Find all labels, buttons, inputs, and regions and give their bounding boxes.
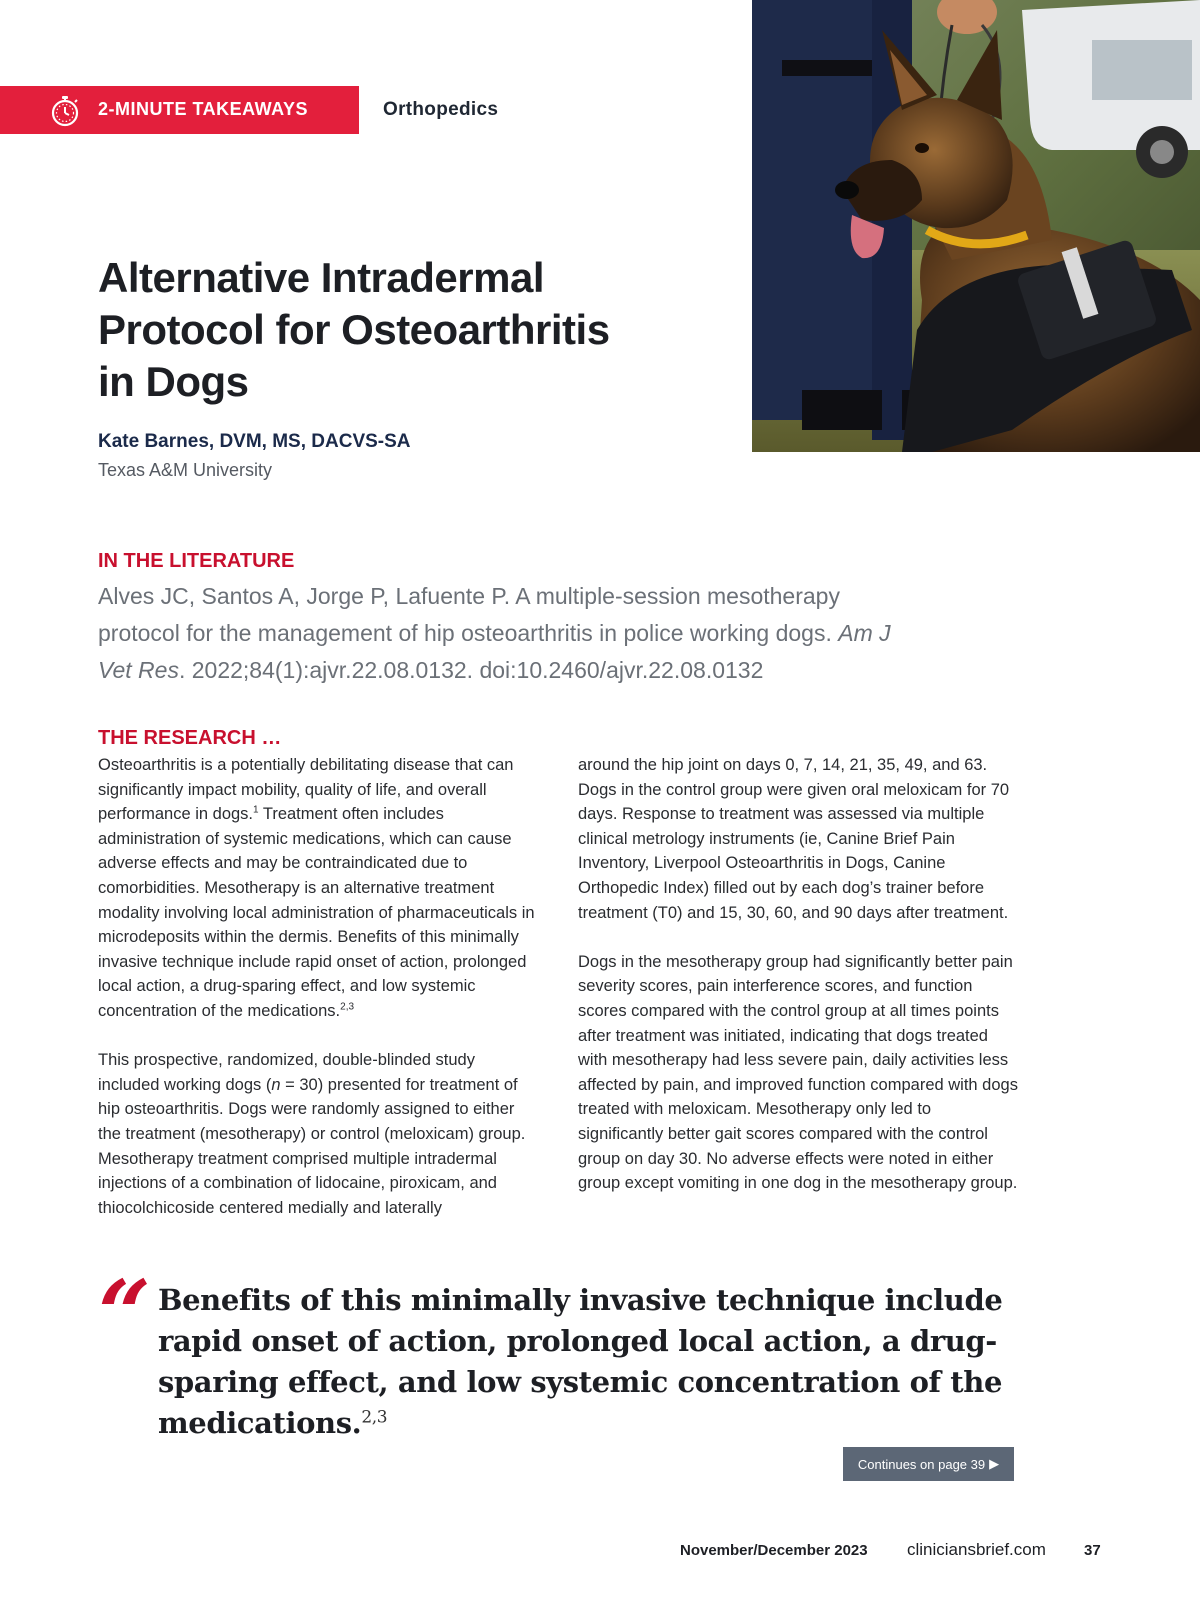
pull-quote-reference: 2,3 — [361, 1407, 388, 1428]
site-link[interactable]: cliniciansbrief.com — [907, 1540, 1046, 1559]
author-name: Kate Barnes, DVM, MS, DACVS-SA — [98, 431, 411, 452]
police-dog-photo — [752, 0, 1200, 452]
paragraph-text: Treatment often includes administration of systemic medications, which can cause adverse effects and may be contraindicated due to comorbidities. Mesotherapy is an alternative treatment modality involving local administration of pharmaceuticals in microdeposits within the dermis. Benefits of this minimally invasive technique include rapid onset of action, prolonged local action, a drug-sparing effect, and low systemic concentration of the medications. — [98, 805, 535, 1020]
page-number: 37 — [1084, 1542, 1101, 1559]
research-paragraph: Dogs in the mesotherapy group had significantly better pain severity scores, pain interference scores, and function scores compared with the control group at all times points after treatment was initiated, indicating that dogs treated with mesotherapy had less severe pain, daily activities less affected by pain, and improved function compared with dogs treated with meloxicam. Mesotherapy only led to significantly better gait scores compared with the control group on day 30. No adverse effects were noted in either group except vomiting in one dog in the mesotherapy group. — [578, 952, 1018, 1193]
pull-quote — [158, 1280, 1038, 1444]
citation-lead: Alves JC, Santos A, Jorge P, Lafuente P. A multiple-session mesotherapy protocol for the management of hip osteoarthritis in police working dogs. — [98, 583, 840, 646]
research-column-right — [578, 753, 1018, 1220]
reference-superscript: 1 — [253, 804, 259, 816]
banner-label: 2-MINUTE TAKEAWAYS — [98, 99, 309, 119]
citation-tail: 2022;84(1):ajvr.22.08.0132. doi:10.2460/ajvr.22.08.0132 — [191, 657, 764, 683]
research-column-left — [98, 753, 538, 1245]
literature-heading: IN THE LITERATURE — [98, 550, 295, 572]
paragraph-text: This prospective, randomized, double-blinded study included working dogs ( — [98, 1051, 475, 1094]
play-arrow-icon: ▶ — [989, 1456, 1000, 1471]
section-name: Orthopedics — [383, 99, 499, 120]
title-line: in Dogs — [98, 358, 249, 405]
title-line: Alternative Intradermal — [98, 254, 544, 301]
citation-journal: Am J Vet Res — [98, 620, 891, 683]
paragraph-text: Osteoarthritis is a potentially debilitating disease that can significantly impact mobility, quality of life, and overall performance in dogs. — [98, 756, 514, 824]
continues-button[interactable] — [843, 1447, 1014, 1481]
reference-superscript: 2,3 — [340, 1001, 355, 1013]
continues-label: Continues on page 39 — [857, 1456, 986, 1472]
research-paragraph: around the hip joint on days 0, 7, 14, 21, 35, 49, and 63. Dogs in the control group were given oral meloxicam for 70 days. Response to treatment was assessed via multiple clinical metrology instruments (ie, Canine Brief Pain Inventory, Liverpool Osteoarthritis in Dogs, Canine Orthopedic Index) filled out by each dog’s trainer before treatment (T0) and 15, 30, 60, and 90 days after treatment. — [578, 756, 1010, 922]
sample-size-symbol: n — [271, 1075, 281, 1094]
research-heading: THE RESEARCH … — [98, 727, 282, 749]
takeaways-banner — [0, 86, 359, 134]
quote-mark-icon: “ — [98, 1260, 151, 1368]
research-paragraph — [98, 753, 538, 1024]
stopwatch-icon — [48, 94, 82, 128]
paragraph-text: = 30) presented for treatment of hip osteoarthritis. Dogs were randomly assigned to either the treatment (mesotherapy) or control (meloxicam) group. Mesotherapy treatment comprised multiple intradermal injections of a combination of lidocaine, piroxicam, and thiocolchicoside centered medially and laterally — [98, 1075, 526, 1217]
police-dog-illustration — [752, 0, 1200, 452]
author-affiliation: Texas A&M University — [98, 460, 273, 480]
research-paragraph — [98, 1048, 538, 1220]
issue-date: November/December 2023 — [680, 1542, 868, 1559]
title-line: Protocol for Osteoarthritis — [98, 306, 610, 353]
article-title — [98, 252, 678, 408]
literature-citation: Alves JC, Santos A, Jorge P, Lafuente P. A multiple-session mesotherapy protocol for the management of hip osteoarthritis in police working dogs. Am J Vet Res. 2022;84(1):ajvr.22.08.0132. doi:10.2460/ajvr.22.08.0132 — [98, 583, 891, 683]
pull-quote-text: Benefits of this minimally invasive technique include rapid onset of action, prolonged local action, a drug-sparing effect, and low systemic concentration of the medications. — [158, 1283, 1003, 1440]
